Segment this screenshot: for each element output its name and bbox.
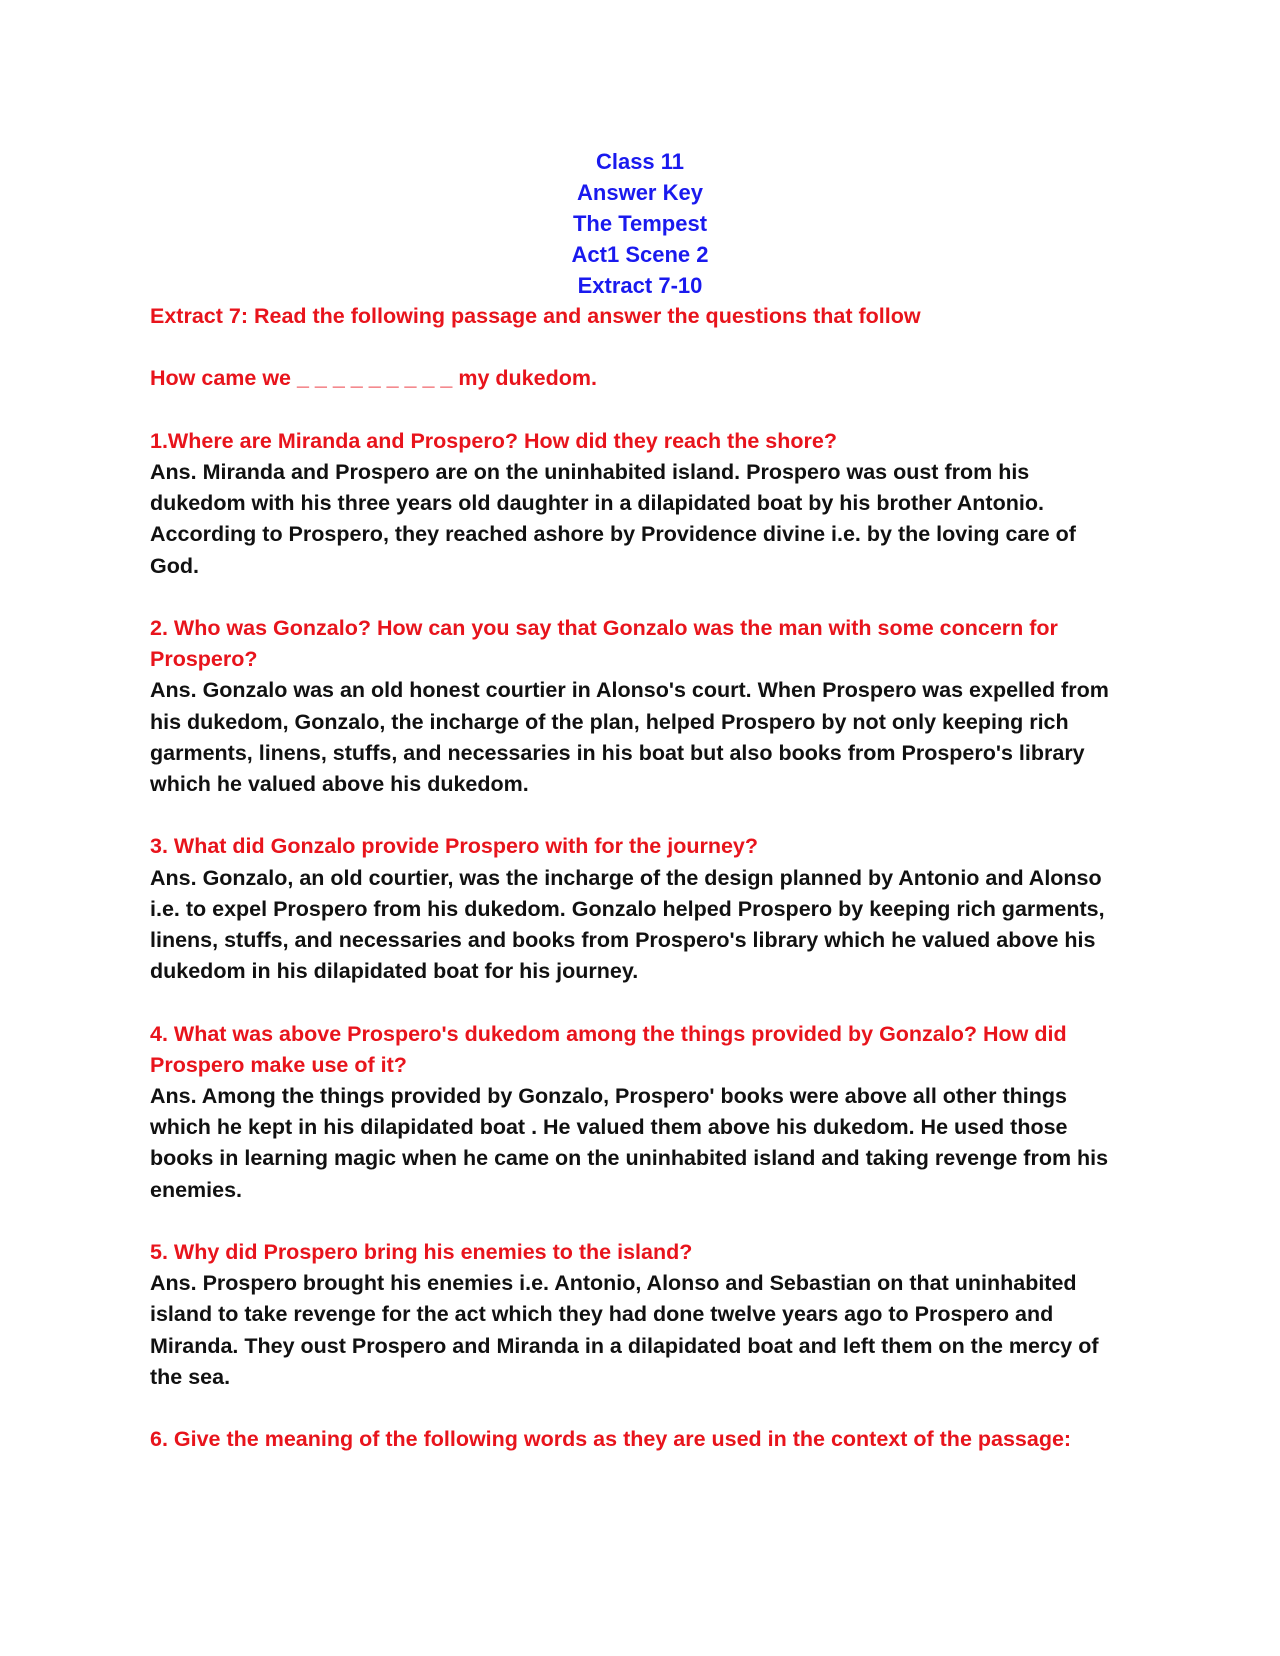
passage-line: How came we _ _ _ _ _ _ _ _ _ my dukedom.: [150, 366, 597, 391]
answer-text: Ans. Among the things provided by Gonzalo, Prospero' books were above all other things which he kept in his dilapidated boat . He valued them above his dukedom. He used those books in learning magic when he came on the uninhabited island and taking revenge from his enemies.: [150, 1084, 1109, 1202]
class-label: Class 11: [595, 149, 685, 174]
question-text: 4. What was above Prospero's dukedom among the things provided by Gonzalo? How did Prospero make use of it?: [150, 1021, 1067, 1077]
qa-item-6: [150, 1424, 1130, 1455]
answer-text: Ans. Gonzalo, an old courtier, was the incharge of the design planned by Antonio and Alonso i.e. to expel Prospero from his dukedom. Gonzalo helped Prospero by keeping rich garments, linens, stuffs, and necessaries and books from Prospero's library which he valued above his dukedom in his dilapidated boat for his journey.: [150, 865, 1105, 984]
extract-range-label: Extract 7-10: [577, 273, 703, 298]
document-header: [0, 146, 1280, 301]
document-body: [150, 301, 1130, 1455]
play-title: The Tempest: [572, 211, 708, 236]
extract-heading: Extract 7: Read the following passage and answer the questions that follow: [150, 304, 921, 328]
qa-item-2: [150, 613, 1130, 800]
scene-label: Act1 Scene 2: [571, 242, 709, 267]
qa-item-5: [150, 1237, 1130, 1393]
qa-item-3: [150, 831, 1130, 987]
question-text: 6. Give the meaning of the following words as they are used in the context of the passage:: [150, 1427, 1072, 1452]
answer-text: Ans. Prospero brought his enemies i.e. Antonio, Alonso and Sebastian on that uninhabited island to take revenge for the act which they had done twelve years ago to Prospero and Miranda. They oust Prospero and Miranda in a dilapidated boat and left them on the mercy of the sea.: [150, 1271, 1099, 1389]
question-text: 1.Where are Miranda and Prospero? How did they reach the shore?: [150, 428, 837, 453]
answer-text: Ans. Miranda and Prospero are on the uninhabited island. Prospero was oust from his dukedom with his three years old daughter in a dilapidated boat by his brother Antonio. According to Prospero, they reached ashore by Providence divine i.e. by the loving care of God.: [150, 459, 1076, 578]
answer-key-label: Answer Key: [577, 180, 703, 205]
question-text: 3. What did Gonzalo provide Prospero with for the journey?: [150, 834, 759, 859]
qa-item-1: [150, 426, 1130, 582]
question-text: 5. Why did Prospero bring his enemies to the island?: [150, 1240, 693, 1264]
qa-item-4: [150, 1019, 1130, 1206]
answer-text: Ans. Gonzalo was an old honest courtier in Alonso's court. When Prospero was expelled from his dukedom, Gonzalo, the incharge of the plan, helped Prospero by not only keeping rich garments, linens, stuffs, and necessaries in his boat but also books from Prospero's library which he valued above his dukedom.: [150, 678, 1109, 796]
question-text: 2. Who was Gonzalo? How can you say that Gonzalo was the man with some concern for Prospero?: [150, 615, 1058, 672]
